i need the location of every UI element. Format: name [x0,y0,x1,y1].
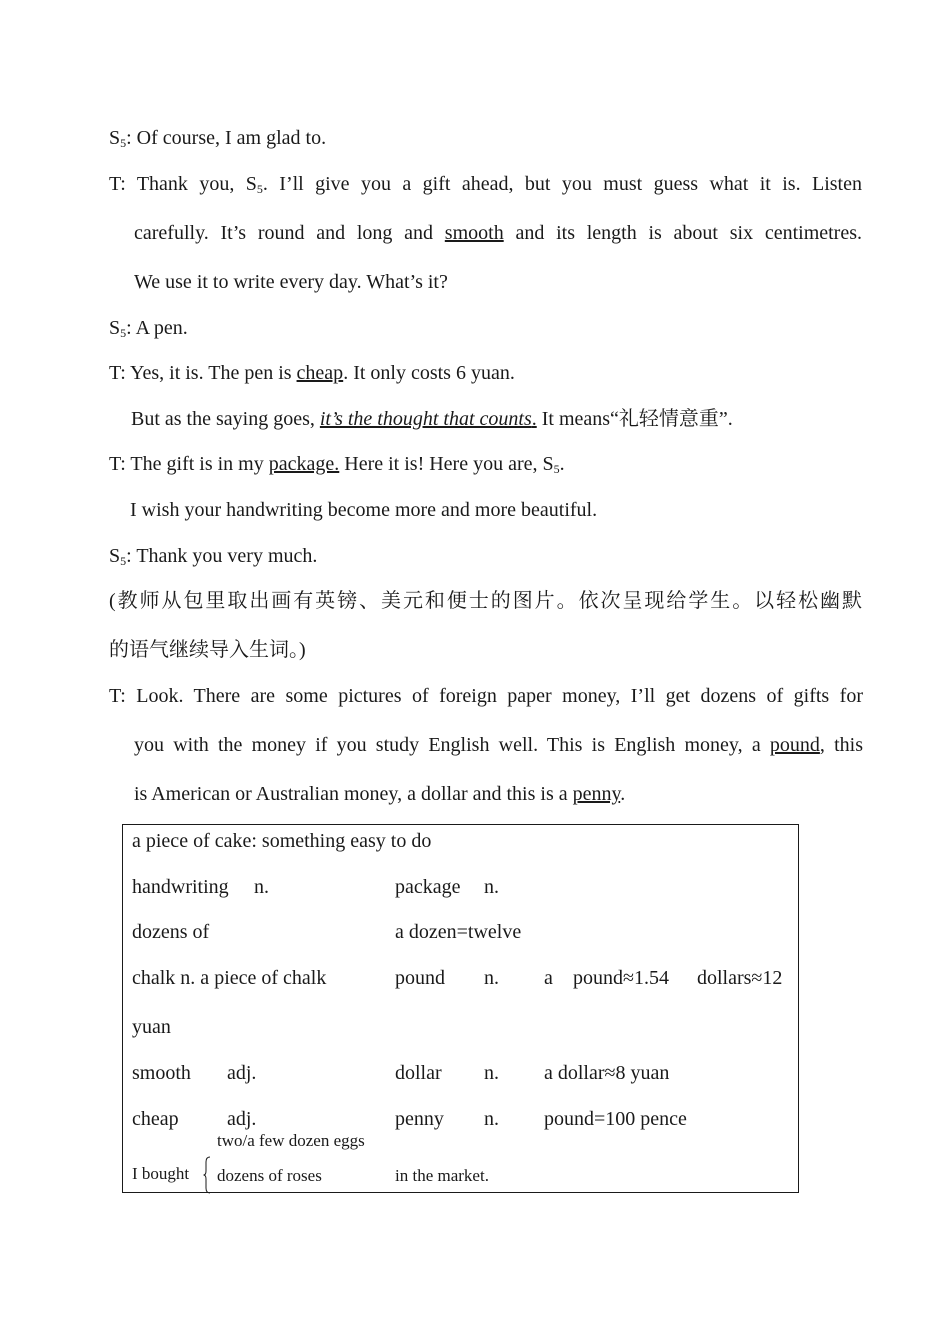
vocab-penny: penny [572,783,621,805]
s5-reply-glad: $S_5$: Of course, I am glad to. [109,127,327,150]
vocab-package-word: package [395,876,461,898]
vocab-cheap: cheap [296,362,344,384]
vocab-smooth-pos: adj. [227,1062,257,1084]
vocab-dollar-word: dollar [395,1062,442,1084]
vocab-penny-word: penny [395,1108,444,1130]
saying-phrase: it’s the thought that counts [319,408,532,430]
s5-reply-pen: $S_5$: A pen. [109,317,188,340]
vocab-smooth-word: smooth [132,1062,191,1084]
saying-line: But as the saying goes, it’s the thought that counts. It means“礼轻情意重”. [131,408,733,430]
curly-brace-icon [203,1156,211,1194]
teacher-note-line1: (教师从包里取出画有英镑、美元和便士的图片。依次呈现给学生。以轻松幽默 [109,590,862,612]
vocab-pound-pos: n. [484,967,499,989]
vocab-pound-word: pound [395,967,445,989]
vocab-i-bought: I bought [132,1164,190,1183]
teacher-package-line: T: The gift is in my package. Here it is! Here you are, $S_5$. [109,453,565,476]
teacher-gift-line2: carefully. It’s round and long and smooth and its length is about six centimetres. [134,222,863,244]
vocab-package: package. [268,453,340,475]
teacher-note-line2: 的语气继续导入生词。) [109,639,306,661]
vocab-a-dozen: a dozen=twelve [395,921,522,943]
vocab-yuan: yuan [132,1016,171,1038]
teacher-gift-line3: We use it to write every day. What’s it? [134,271,448,293]
vocab-dozens-of: dozens of [132,921,210,943]
vocab-package-pos: n. [484,876,499,898]
wish-line: I wish your handwriting become more and more beautiful. [130,499,598,521]
teacher-gift-line1: T: Thank you, $S_5$. I’ll give you a gift ahead, but you must guess what it is. Listen [109,173,862,196]
vocab-cake: a piece of cake: something easy to do [132,830,432,852]
vocab-roses: dozens of roses [217,1166,322,1185]
vocab-cheap-pos: adj. [227,1108,257,1130]
vocab-penny-rate: pound=100 pence [544,1108,687,1130]
vocab-dollar-rate: a dollar≈8 yuan [544,1062,670,1084]
vocab-pound: pound [769,734,820,756]
vocab-smooth: smooth [444,222,504,244]
vocab-penny-pos: n. [484,1108,499,1130]
vocab-handwriting-pos: n. [254,876,269,898]
vocab-pound-a: a [544,967,553,989]
vocab-cheap-word: cheap [132,1108,179,1130]
teacher-money-line3: is American or Australian money, a dollar and this is a penny. [134,783,626,805]
vocab-dollar-pos: n. [484,1062,499,1084]
vocab-market: in the market. [395,1166,489,1185]
vocab-chalk: chalk n. a piece of chalk [132,967,327,989]
teacher-money-line1: T: Look. There are some pictures of foreign paper money, I’ll get dozens of gifts for [109,685,863,707]
teacher-cheap-line: T: Yes, it is. The pen is cheap. It only costs 6 yuan. [109,362,515,384]
vocab-handwriting-word: handwriting [132,876,229,898]
vocab-eggs: two/a few dozen eggs [217,1131,365,1150]
vocab-pound-rate: pound≈1.54 [573,967,669,989]
s5-reply-thanks: $S_5$: Thank you very much. [109,545,318,568]
vocab-pound-dollars: dollars≈12 [697,967,783,989]
teacher-money-line2: you with the money if you study English well. This is English money, a pound, this [134,734,863,756]
